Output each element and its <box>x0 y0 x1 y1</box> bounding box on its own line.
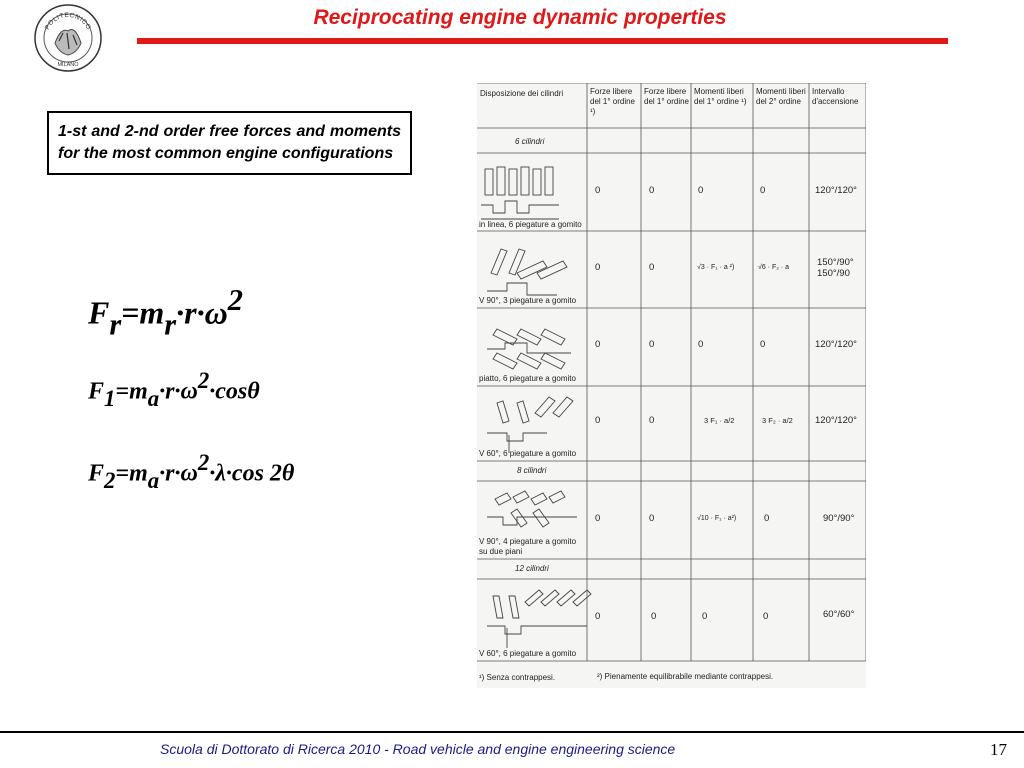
equation-centrifugal-force: $F_r=m_r\cdot r\cdot\omega^2$ <box>88 283 243 342</box>
svg-text:POLITECNICO: POLITECNICO <box>43 11 93 32</box>
table-cell: 0 <box>649 513 655 524</box>
table-cell: 150°/90° 150°/90 <box>817 257 854 279</box>
group-label: 6 cilindri <box>515 137 545 146</box>
table-cell: 0 <box>651 611 657 622</box>
row-label: in linea, 6 piegature a gomito <box>479 220 582 229</box>
page-title: Reciprocating engine dynamic properties <box>313 6 727 29</box>
table-cell: √10 · F₁ · a²) <box>697 515 737 522</box>
table-cell: 0 <box>760 185 766 196</box>
table-cell: √3 · F₁ · a ²) <box>697 264 735 271</box>
table-cell: 120°/120° <box>815 415 857 426</box>
svg-text:MILANO: MILANO <box>57 62 79 68</box>
note-box: 1-st and 2-nd order free forces and moments for the most common engine configurations <box>47 111 412 175</box>
title-underline <box>137 38 948 44</box>
group-label: 8 cilindri <box>517 466 547 475</box>
table-cell: 120°/120° <box>815 339 857 350</box>
table-footnote: ¹) Senza contrappesi. <box>479 673 556 682</box>
table-cell: 0 <box>760 339 766 350</box>
table-cell: 3 F₁ · a/2 <box>704 416 735 425</box>
row-label: V 60°, 6 piegature a gomito <box>479 449 577 458</box>
row-label: V 90°, 4 piegature a gomito su due piani <box>479 537 577 556</box>
table-header-cell: Forze libere del 1° ordine ¹) <box>590 87 636 116</box>
table-header-cell: Momenti liberi del 2° ordine <box>756 87 806 106</box>
table-cell: 0 <box>702 611 708 622</box>
row-label: piatto, 6 piegature a gomito <box>479 374 576 383</box>
table-header-cell: Momenti liberi del 1° ordine ¹) <box>694 87 747 106</box>
row-label: V 60°, 6 piegature a gomito <box>479 649 577 658</box>
table-header-cell: Disposizione dei cilindri <box>480 89 564 98</box>
footer-divider <box>0 731 1024 733</box>
university-logo <box>33 3 103 73</box>
footer-text: Scuola di Dottorato di Ricerca 2010 - Road vehicle and engine engineering science <box>160 741 676 757</box>
page-number: 17 <box>990 740 1007 759</box>
table-cell: 0 <box>649 415 655 426</box>
table-cell: 120°/120° <box>815 185 857 196</box>
equation-second-order-force: $F_2=m_a\cdot r\cdot\omega^2\cdot\lambda\cdot\cos$ 2θ <box>88 450 295 494</box>
table-cell: 0 <box>595 262 601 273</box>
table-cell: 0 <box>764 513 770 524</box>
table-cell: 0 <box>595 185 601 196</box>
table-cell: 0 <box>763 611 769 622</box>
table-cell: 0 <box>595 339 601 350</box>
table-cell: 3 F₂ · a/2 <box>762 416 793 425</box>
table-cell: √6 · F₂ · a <box>758 264 790 271</box>
table-cell: 90°/90° <box>823 513 855 524</box>
table-cell: 0 <box>595 611 601 622</box>
group-label: 12 cilindri <box>515 564 549 573</box>
equation-first-order-force: $F_1=m_a\cdot r\cdot\omega^2\cdot\cos\theta$ <box>88 368 260 412</box>
table-cell: 0 <box>649 185 655 196</box>
row-label: V 90°, 3 piegature a gomito <box>479 296 577 305</box>
table-cell: 0 <box>698 339 704 350</box>
table-header-cell: Forze libere del 1° ordine <box>644 87 690 106</box>
table-cell: 60°/60° <box>823 609 855 620</box>
engine-configuration-table <box>477 83 866 688</box>
table-header-cell: Intervallo d'accensione <box>812 87 859 106</box>
table-cell: 0 <box>649 262 655 273</box>
table-cell: 0 <box>649 339 655 350</box>
table-cell: 0 <box>595 513 601 524</box>
table-cell: 0 <box>698 185 704 196</box>
table-cell: 0 <box>595 415 601 426</box>
table-footnote: ²) Pienamente equilibrabile mediante contrappesi. <box>597 672 774 681</box>
